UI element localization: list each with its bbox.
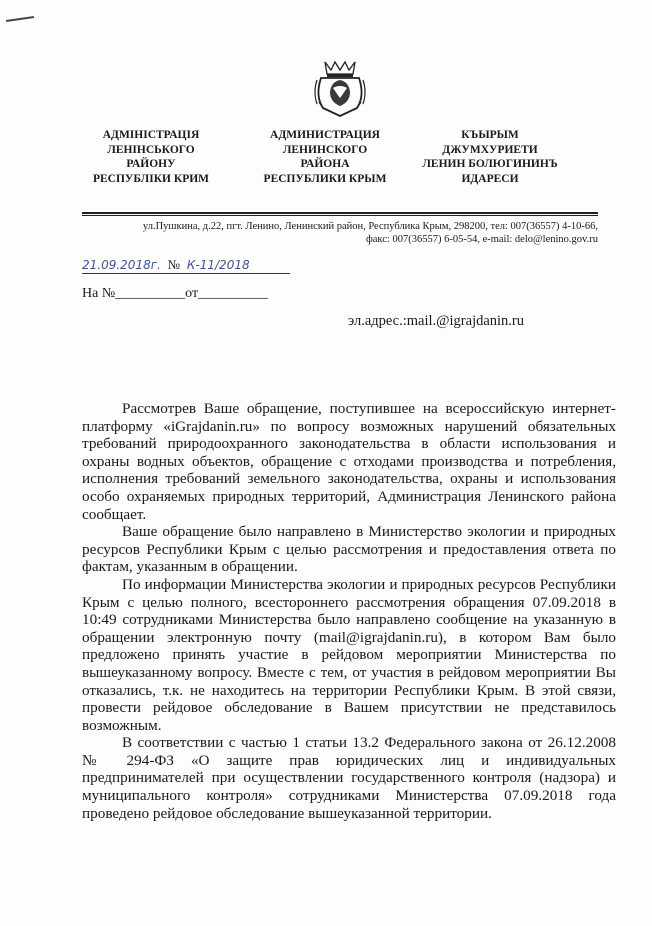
header-divider-thin (82, 215, 598, 216)
header-russian (254, 128, 396, 186)
header-line: РАЙОНУ (126, 158, 176, 170)
header-line: АДМИНИСТРАЦИЯ (270, 129, 380, 141)
paragraph: По информации Министерства экологии и природных ресурсов Республики Крым с целью полного, всестороннего рассмотрения обращения 07.09.2018 в 10:49 сотрудниками Министерства было направлено сообщение на указанную в обращении электронную почту (mail@igrajdanin.ru), в котором Вам было предложено принять участие в рейдовом мероприятии Министерства по вышеуказанному вопросу. Вместе с тем, от участия в рейдовом мероприятии Вы отказались, т.к. не находитесь на территории Республики Крым. В этой связи, провести рейдовое обследование в Вашем присутствии не представилось возможным. (82, 575, 616, 734)
header-ukrainian (82, 128, 220, 186)
header-divider-thick (82, 212, 598, 214)
paragraph: Рассмотрев Ваше обращение, поступившее на всероссийскую интернет-платформу «iGrajdanin.ru» по вопросу возможных нарушений обязательных требований природоохранного законодательства в области использования и охраны водных объектов, обращение с отходами производства и потребления, исполнения требований земельного законодательства, охраны и использования особо охраняемых природных территорий, Администрация Ленинского района сообщает. (82, 400, 616, 523)
paragraph: Ваше обращение было направлено в Министерство экологии и природных ресурсов Республики Крым с целью рассмотрения и предоставления ответа по фактам, указанным в обращении. (82, 523, 616, 576)
recipient-email: эл.адрес.:mail.@igrajdanin.ru (348, 313, 525, 329)
coat-of-arms-emblem (311, 58, 369, 118)
header-line: РЕСПУБЛИКИ КРЫМ (263, 172, 387, 185)
number-sign: № (167, 257, 181, 272)
registration-number: К-11/2018 (186, 258, 250, 272)
header-line: ИДАРЕСИ (461, 172, 519, 185)
header-line: ЛЕНИНСКОГО (282, 143, 368, 156)
header-line: АДМІНІСТРАЦІЯ (102, 129, 200, 141)
paragraph: В соответствии с частью 1 статьи 13.2 Федерального закона от 26.12.2008 № 294-ФЗ «О защите прав юридических лиц и индивидуальных предпринимателей при осуществлении государственного контроля (надзора) и муниципального контроля» сотрудниками Министерства 07.09.2018 года проведено рейдовое обследование вышеуказанной территории. (82, 734, 616, 822)
registration-date: 21.09.2018г. (82, 258, 161, 272)
header-crimean-tatar (410, 128, 570, 186)
header-line: РАЙОНА (300, 158, 350, 170)
address-line: ул.Пушкина, д.22, пгт. Ленино, Ленинский район, Республика Крым, 298200, тел: 007(36557) 4-10-66, (142, 221, 598, 232)
letter-body (82, 400, 616, 822)
address-line: факс: 007(36557) 6-05-54, e-mail: delo@lenino.gov.ru (365, 234, 598, 245)
header-line: КЪЫРЫМ (461, 129, 519, 141)
scan-artifact-mark (6, 16, 34, 22)
contact-address (82, 220, 598, 246)
header-line: ДЖУМХУРИЕТИ (442, 143, 538, 156)
header-line: ЛЕНІНСЬКОГО (107, 143, 195, 156)
handwritten-registration (82, 257, 290, 274)
header-line: ЛЕНИН БОЛЮГИНИНЪ (422, 158, 558, 170)
reference-line: На №__________от__________ (82, 286, 269, 301)
header-line: РЕСПУБЛІКИ КРИМ (92, 172, 210, 185)
